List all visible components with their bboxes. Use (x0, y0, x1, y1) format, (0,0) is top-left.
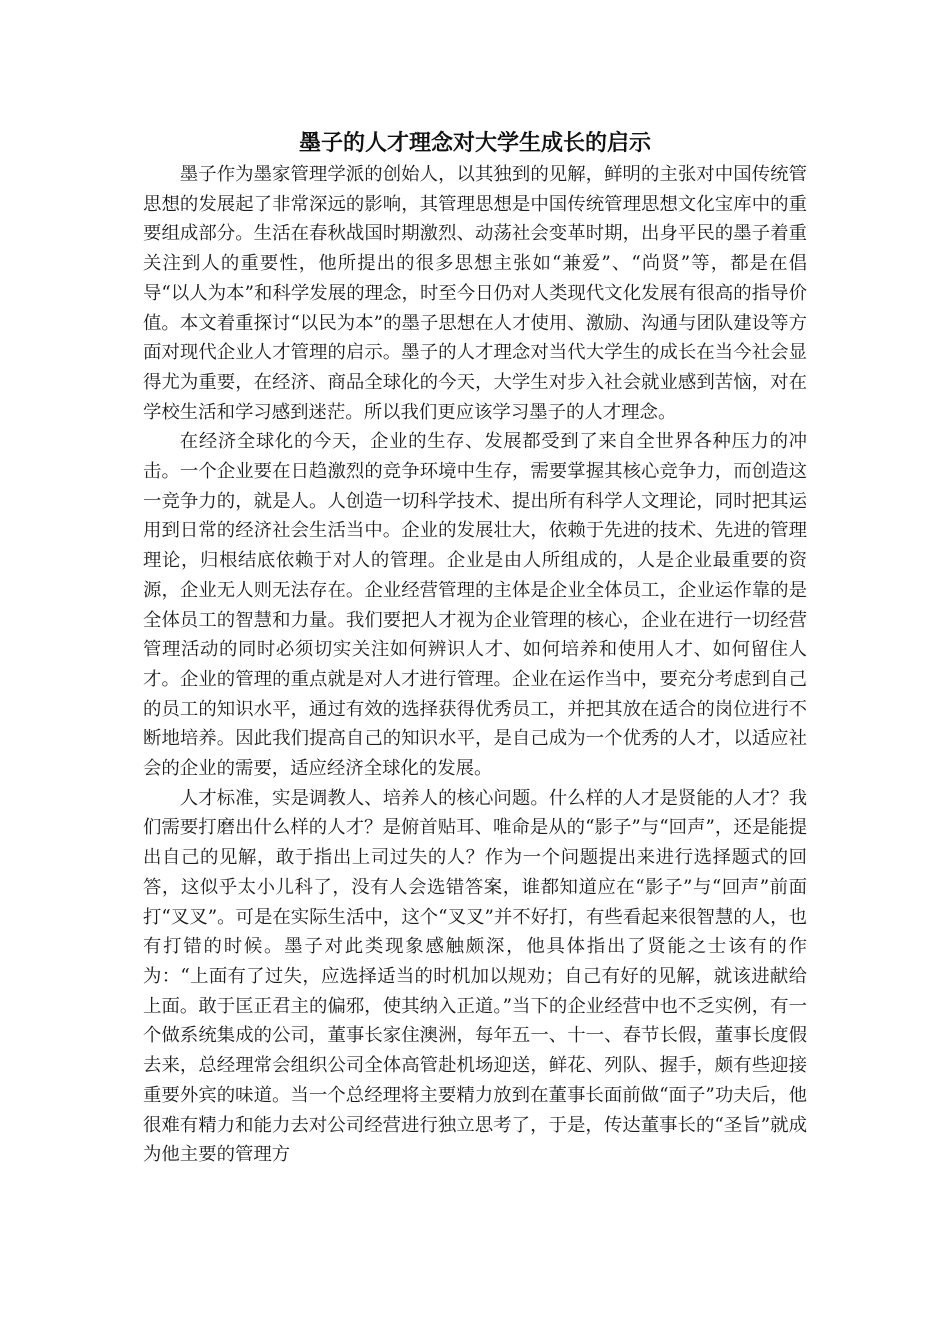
paragraph-3: 人才标准，实是调教人、培养人的核心问题。什么样的人才是贤能的人才？我们需要打磨出什么样的人才？是俯首贴耳、唯命是从的“影子”与“回声”，还是能提出自己的见解，敢于指出上司过失的人？作为一个问题提出来进行选择题式的回答，这似乎太小儿科了，没有人会选错答案，谁都知道应在“影子”与“回声”前面打“叉叉”。可是在实际生活中，这个“叉叉”并不好打，有些看起来很智慧的人，也有打错的时候。墨子对此类现象感触颇深，他具体指出了贤能之士该有的作为：“上面有了过失，应选择适当的时机加以规劝；自己有好的见解，就该进献给上面。敢于匡正君主的偏邪，使其纳入正道。”当下的企业经营中也不乏实例，有一个做系统集成的公司，董事长家住澳洲，每年五一、十一、春节长假，董事长度假去来，总经理常会组织公司全体高管赴机场迎送，鲜花、列队、握手，颇有些迎接重要外宾的味道。当一个总经理将主要精力放到在董事长面前做“面子”功夫后，他很难有精力和能力去对公司经营进行独立思考了，于是，传达董事长的“圣旨”就成为他主要的管理方 (143, 787, 807, 1166)
paragraph-1: 墨子作为墨家管理学派的创始人，以其独到的见解，鲜明的主张对中国传统管思想的发展起了非常深远的影响，其管理思想是中国传统管理思想文化宝库中的重要组成部分。生活在春秋战国时期激烈、动荡社会变革时期，出身平民的墨子着重关注到人的重要性，他所提出的很多思想主张如“兼爱”、“尚贤”等，都是在倡导“以人为本”和科学发展的理念，时至今日仍对人类现代文化发展有很高的指导价值。本文着重探讨“以民为本”的墨子思想在人才使用、激励、沟通与团队建设等方面对现代企业人才管理的启示。墨子的人才理念对当代大学生的成长在当今社会显得尤为重要，在经济、商品全球化的今天，大学生对步入社会就业感到苦恼，对在学校生活和学习感到迷茫。所以我们更应该学习墨子的人才理念。 (143, 164, 807, 423)
paragraph-2: 在经济全球化的今天，企业的生存、发展都受到了来自全世界各种压力的冲击。一个企业要在日趋激烈的竞争环境中生存，需要掌握其核心竞争力，而创造这一竞争力的，就是人。人创造一切科学技术、提出所有科学人文理论，同时把其运用到日常的经济社会生活当中。企业的发展壮大，依赖于先进的技术、先进的管理理论，归根结底依赖于对人的管理。企业是由人所组成的，人是企业最重要的资源，企业无人则无法存在。企业经营管理的主体是企业全体员工，企业运作靠的是全体员工的智慧和力量。我们要把人才视为企业管理的核心，企业在进行一切经营管理活动的同时必须切实关注如何辨识人才、如何培养和使用人才、如何留住人才。企业的管理的重点就是对人才进行管理。企业在运作当中，要充分考虑到自己的员工的知识水平，通过有效的选择获得优秀员工，并把其放在适合的岗位进行不断地培养。因此我们提高自己的知识水平，是自己成为一个优秀的人才，以适应社会的企业的需要，适应经济全球化的发展。 (143, 431, 807, 780)
document-body (143, 128, 807, 1170)
document-title: 墨子的人才理念对大学生成长的启示 (298, 131, 651, 156)
